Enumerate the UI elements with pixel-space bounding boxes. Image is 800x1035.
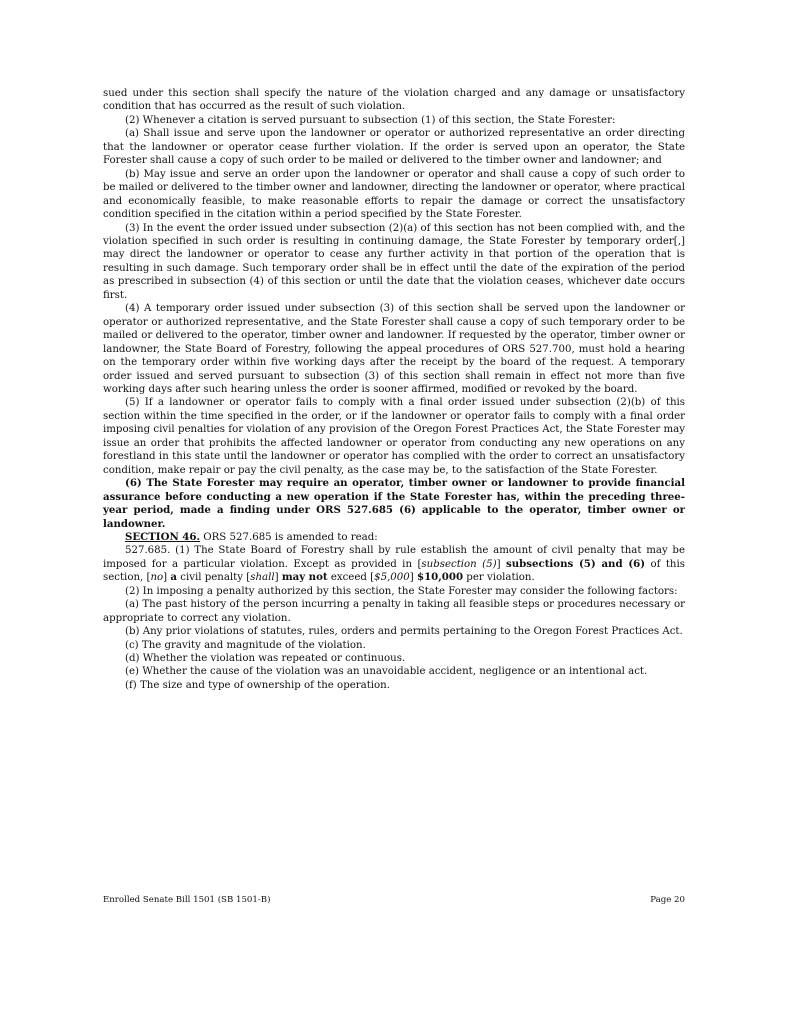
deleted-text: subsection (5) <box>421 558 497 570</box>
text-run: ] <box>274 572 282 584</box>
text-run: ] <box>409 572 417 584</box>
text-run: civil penalty [ <box>177 572 251 584</box>
paragraph-factor-e: (e) Whether the cause of the violation was an unavoidable accident, negligence or an intentional act. <box>125 666 648 678</box>
paragraph-continuation: sued under this section shall specify the nature of the violation charged and any damage or unsatisfactory condition that has occurred as the result of such violation. <box>103 88 685 113</box>
footer-page-number: Page 20 <box>650 895 685 905</box>
text-run: per violation. <box>463 572 535 584</box>
added-text: a <box>170 571 177 584</box>
added-text: may not <box>281 571 328 584</box>
deleted-text: no <box>150 572 164 584</box>
paragraph-subsection-5: (5) If a landowner or operator fails to comply with a final order issued under subsection (2)(b) of this section within the time specified in the order, or if the landowner or operator fails to comply with a final order imposing civil penalties for violation of any provision of the Oregon Forest Practices Act, the State Forester may issue an order that prohibits the affected landowner or operator from conducting any new operations on any forestland in this state until the landowner or operator has complied with the order to correct an unsatisfactory condition, make repair or pay the civil penalty, as the case may be, to the satisfaction of the State Forester. <box>103 397 685 476</box>
deleted-text: shall <box>250 572 275 584</box>
paragraph-factor-b: (b) Any prior violations of statutes, rules, orders and permits pertaining to the Oregon Forest Practices Act. <box>125 626 683 638</box>
paragraph-subsection-6-new: (6) The State Forester may require an operator, timber owner or landowner to provide financial assurance before conducting a new operation if the State Forester has, within the preceding three-year period, made a finding under ORS 527.685 (6) applicable to the operator, timber owner or landowner. <box>103 477 685 530</box>
paragraph-factor-c: (c) The gravity and magnitude of the violation. <box>125 639 366 651</box>
footer-bill-title: Enrolled Senate Bill 1501 (SB 1501-B) <box>103 895 271 905</box>
paragraph-527-685-1 <box>103 544 685 584</box>
text-run: ] <box>496 558 507 570</box>
text-run: of this section, [ <box>103 558 685 584</box>
deleted-text: $5,000 <box>374 572 410 584</box>
paragraph-subsection-2: (2) Whenever a citation is served pursuant to subsection (1) of this section, the State Forester: <box>125 114 616 126</box>
added-text: $10,000 <box>416 571 464 584</box>
paragraph-subsection-3: (3) In the event the order issued under subsection (2)(a) of this section has not been complied with, and the violation specified in such order is resulting in continuing damage, the State Forester by temporary order[,] may direct the landowner or operator to cease any further activity in that portion of the operation that is resulting in such damage. Such temporary order shall be in effect until the date of the expiration of the period as prescribed in subsection (4) of this section or until the date that the violation ceases, whichever date occurs first. <box>103 222 685 301</box>
paragraph-527-685-2: (2) In imposing a penalty authorized by this section, the State Forester may consider the following factors: <box>125 585 678 597</box>
section-46-text: ORS 527.685 is amended to read: <box>200 531 378 543</box>
text-run: exceed [ <box>327 572 375 584</box>
text-run: ] <box>163 572 171 584</box>
text-run: 527.685. (1) The State Board of Forestry shall by rule establish the amount of civil penalty that may be imposed for a particular violation. Except as provided in [ <box>103 545 685 570</box>
paragraph-factor-d: (d) Whether the violation was repeated or continuous. <box>125 653 406 665</box>
document-body <box>103 87 685 692</box>
paragraph-factor-a: (a) The past history of the person incurring a penalty in taking all feasible steps or procedures necessary or appropriate to correct any violation. <box>103 599 685 624</box>
paragraph-factor-f: (f) The size and type of ownership of the operation. <box>125 679 390 691</box>
added-text: subsections (5) and (6) <box>506 557 646 570</box>
section-46-heading <box>103 531 685 544</box>
section-46-label: SECTION 46. <box>125 530 201 543</box>
paragraph-subsection-2b: (b) May issue and serve an order upon the landowner or operator and shall cause a copy of such order to be mailed or delivered to the timber owner and landowner, directing the landowner or operator, where practical and economically feasible, to make reasonable efforts to repair the damage or correct the unsatisfactory condition specified in the citation within a period specified by the State Forester. <box>103 168 685 221</box>
paragraph-subsection-4: (4) A temporary order issued under subsection (3) of this section shall be served upon the landowner or operator or authorized representative, and the State Forester shall cause a copy of such temporary order to be mailed or delivered to the operator, timber owner and landowner. If requested by the operator, timber owner or landowner, the State Board of Forestry, following the appeal procedures of ORS 527.700, must hold a hearing on the temporary order within five working days after the receipt by the board of the request. A temporary order issued and served pursuant to subsection (3) of this section shall remain in effect not more than five working days after such hearing unless the order is sooner affirmed, modified or revoked by the board. <box>103 303 685 395</box>
paragraph-subsection-2a: (a) Shall issue and serve upon the landowner or operator or authorized representative an order directing that the landowner or operator cease further violation. If the order is served upon an operator, the State Forester shall cause a copy of such order to be mailed or delivered to the timber owner and landowner; and <box>103 128 685 167</box>
